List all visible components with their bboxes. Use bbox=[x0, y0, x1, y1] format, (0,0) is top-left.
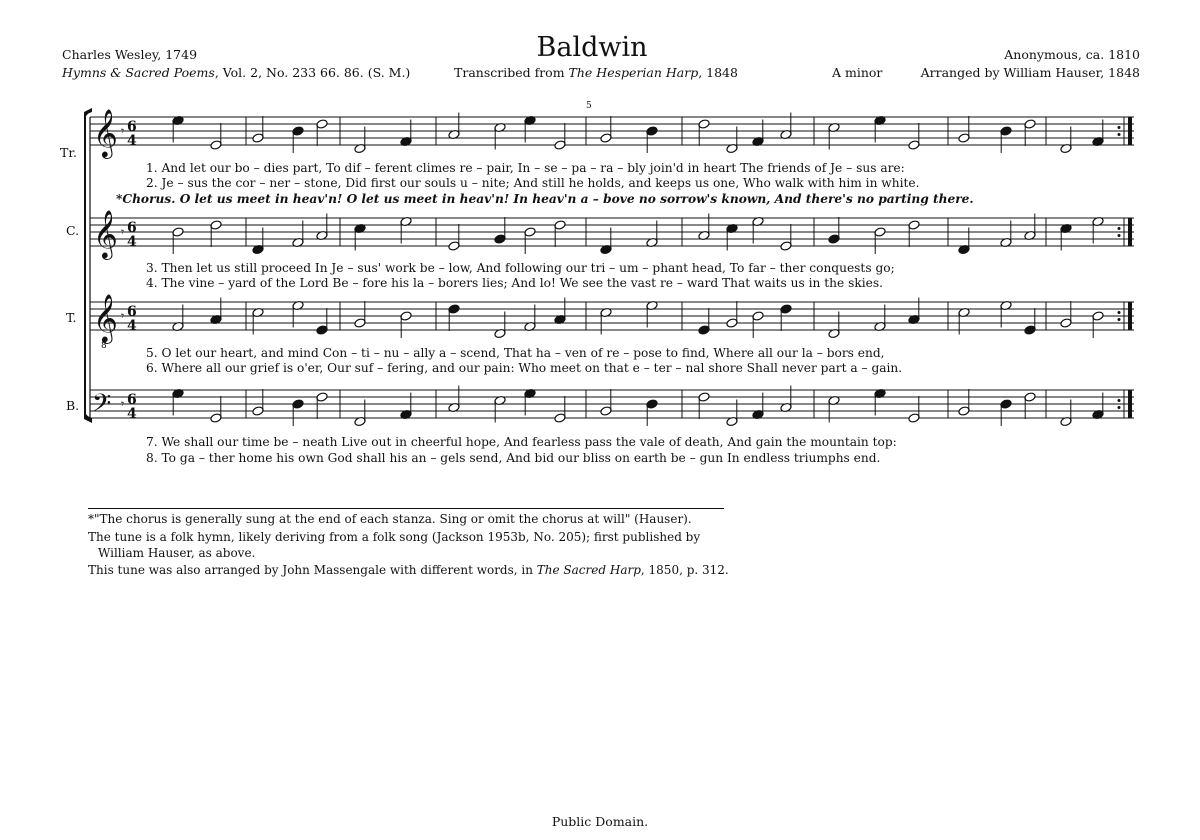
note-head bbox=[752, 311, 764, 321]
note-head bbox=[1000, 126, 1012, 136]
part-label-treble: Tr. bbox=[60, 145, 77, 160]
lyrics-verse-8 bbox=[146, 451, 880, 465]
lyric-line: 3. Then let us still proceed In Je – sus' work be – low, And following our tri – um – phant head, To far – ther conquests go; bbox=[146, 261, 895, 275]
note-head bbox=[828, 234, 840, 244]
note-head bbox=[698, 119, 710, 129]
text-author: Charles Wesley, 1749 bbox=[62, 47, 198, 62]
note-head bbox=[698, 325, 710, 335]
svg-text:4: 4 bbox=[127, 133, 137, 149]
arranger: Arranged by William Hauser, 1848 bbox=[920, 65, 1140, 80]
note-head bbox=[1024, 325, 1036, 335]
note-head bbox=[316, 119, 328, 129]
lyrics-verse-5 bbox=[146, 346, 885, 360]
meter: 66. 86. (S. M.) bbox=[320, 65, 411, 80]
lyrics-chorus bbox=[116, 192, 974, 206]
note-head bbox=[726, 318, 738, 328]
staff-tenor bbox=[90, 302, 1134, 330]
lyrics-verse-4 bbox=[146, 276, 883, 290]
note-head bbox=[1024, 119, 1036, 129]
note-head bbox=[908, 413, 920, 423]
octave-marker: 8 bbox=[101, 341, 107, 351]
staff-bass bbox=[90, 390, 1134, 418]
note-head bbox=[780, 241, 792, 251]
part-label-counter: C. bbox=[66, 223, 80, 238]
footnote-text: , 1850, p. 312. bbox=[640, 563, 729, 577]
footnote-chorus: *"The chorus is generally sung at the end of each stanza. Sing or omit the chorus at will" (Hauser). bbox=[88, 512, 692, 526]
hymn-title: Baldwin bbox=[536, 32, 648, 63]
note-head bbox=[646, 399, 658, 409]
note-head bbox=[958, 133, 970, 143]
note-head bbox=[210, 220, 222, 230]
note-head bbox=[316, 325, 328, 335]
composer: Anonymous, ca. 1810 bbox=[1004, 47, 1140, 62]
lyrics-verse-7 bbox=[146, 435, 897, 449]
lyric-line: 7. We shall our time be – neath Live out in cheerful hope, And fearless pass the vale of death, And gain the mountain top: bbox=[146, 435, 897, 449]
lyrics-verse-2 bbox=[146, 176, 919, 190]
note-head bbox=[448, 304, 460, 314]
staff-treble bbox=[90, 117, 1134, 145]
note-head bbox=[494, 234, 506, 244]
lyrics-verse-3 bbox=[146, 261, 895, 275]
note-head bbox=[1060, 318, 1072, 328]
svg-text:6: 6 bbox=[127, 220, 137, 236]
part-label-bass: B. bbox=[66, 398, 80, 413]
note-head bbox=[646, 126, 658, 136]
footnote-origin: The tune is a folk hymn, likely deriving from a folk song (Jackson 1953b, No. 205); first published by bbox=[88, 530, 701, 544]
note-head bbox=[172, 227, 184, 237]
svg-text:6: 6 bbox=[127, 119, 137, 135]
treble-clef-icon: 𝄞 bbox=[93, 108, 118, 157]
svg-text:6: 6 bbox=[127, 392, 137, 408]
rest-icon: 𝄾 bbox=[121, 397, 125, 411]
note-head bbox=[252, 133, 264, 143]
note-head bbox=[1024, 392, 1036, 402]
transcribed-prefix: Transcribed from bbox=[454, 65, 569, 80]
transcribed-year: , 1848 bbox=[698, 65, 738, 80]
part-label-tenor: T. bbox=[66, 310, 77, 325]
note-head bbox=[210, 140, 222, 150]
footnote-divider bbox=[88, 508, 724, 509]
lyric-line: 8. To ga – ther home his own God shall his an – gels send, And bid our bliss on earth be – gun In endless triumphs end. bbox=[146, 451, 881, 465]
footnote-massengale bbox=[88, 563, 729, 578]
note-head bbox=[874, 227, 886, 237]
rest-icon: 𝄾 bbox=[121, 124, 125, 138]
treble-clef-icon: 𝄞 bbox=[93, 293, 118, 342]
note-head bbox=[698, 392, 710, 402]
final-barlines bbox=[1118, 117, 1133, 418]
lyric-line: *Chorus. O let us meet in heav'n! O let us meet in heav'n! In heav'n a – bove no sorrow's known, And there's no parting there. bbox=[116, 192, 974, 206]
note-head bbox=[958, 406, 970, 416]
lyric-line: 6. Where all our grief is o'er, Our suf – fering, and our pain: Who meet on that e – ter – nal shore Shall never part a – gain. bbox=[146, 361, 903, 375]
note-head bbox=[524, 227, 536, 237]
time-signatures bbox=[127, 119, 137, 422]
note-head bbox=[1092, 311, 1104, 321]
footnote-origin-cont: William Hauser, as above. bbox=[98, 546, 256, 560]
measure-number: 5 bbox=[586, 101, 592, 111]
lyrics-verse-6 bbox=[146, 361, 902, 375]
note-head bbox=[316, 392, 328, 402]
note-head bbox=[1000, 399, 1012, 409]
note-head bbox=[448, 241, 460, 251]
lyrics-verse-1 bbox=[146, 161, 905, 175]
note-head bbox=[908, 220, 920, 230]
lyric-line: 4. The vine – yard of the Lord Be – fore his la – borers lies; And lo! We see the vast re – ward That waits us in the skies. bbox=[146, 276, 883, 290]
note-head bbox=[600, 406, 612, 416]
note-head bbox=[354, 318, 366, 328]
note-head bbox=[908, 140, 920, 150]
note-head bbox=[252, 406, 264, 416]
source-title: Hymns & Sacred Poems bbox=[62, 65, 215, 80]
transcribed-book: The Hesperian Harp bbox=[568, 65, 699, 80]
note-head bbox=[554, 140, 566, 150]
svg-text:4: 4 bbox=[127, 234, 137, 250]
svg-text:4: 4 bbox=[127, 406, 137, 422]
note-head bbox=[292, 126, 304, 136]
public-domain-notice: Public Domain. bbox=[551, 814, 649, 829]
note-head bbox=[554, 220, 566, 230]
rest-icon: 𝄾 bbox=[121, 309, 125, 323]
source-detail: , Vol. 2, No. 233 bbox=[214, 65, 317, 80]
bass-clef-icon: 𝄢 bbox=[92, 389, 112, 424]
footnote-text: This tune was also arranged by John Massengale with different words, in bbox=[88, 563, 537, 577]
staff-counter bbox=[90, 218, 1134, 246]
note-head bbox=[292, 399, 304, 409]
treble-clef-icon: 𝄞 bbox=[93, 209, 118, 258]
lyric-line: 2. Je – sus the cor – ner – stone, Did first our souls u – nite; And still he holds, and keeps us one, Who walk with him in white. bbox=[146, 176, 920, 190]
rest-icon: 𝄾 bbox=[121, 225, 125, 239]
note-head bbox=[600, 133, 612, 143]
note-head bbox=[554, 413, 566, 423]
svg-text:6: 6 bbox=[127, 304, 137, 320]
svg-text:4: 4 bbox=[127, 318, 137, 334]
note-head bbox=[400, 311, 412, 321]
note-head bbox=[780, 304, 792, 314]
lyric-line: 1. And let our bo – dies part, To dif – ferent climes re – pair, In – se – pa – ra – bly join'd in heart The friends of Je – sus are: bbox=[146, 161, 905, 175]
lyric-line: 5. O let our heart, and mind Con – ti – nu – ally a – scend, That ha – ven of re – pose to find, Where all our la – bors end, bbox=[146, 346, 885, 360]
key: A minor bbox=[832, 65, 883, 80]
note-head bbox=[210, 413, 222, 423]
footnote-book: The Sacred Harp bbox=[536, 563, 641, 577]
system-bracket bbox=[84, 108, 92, 423]
